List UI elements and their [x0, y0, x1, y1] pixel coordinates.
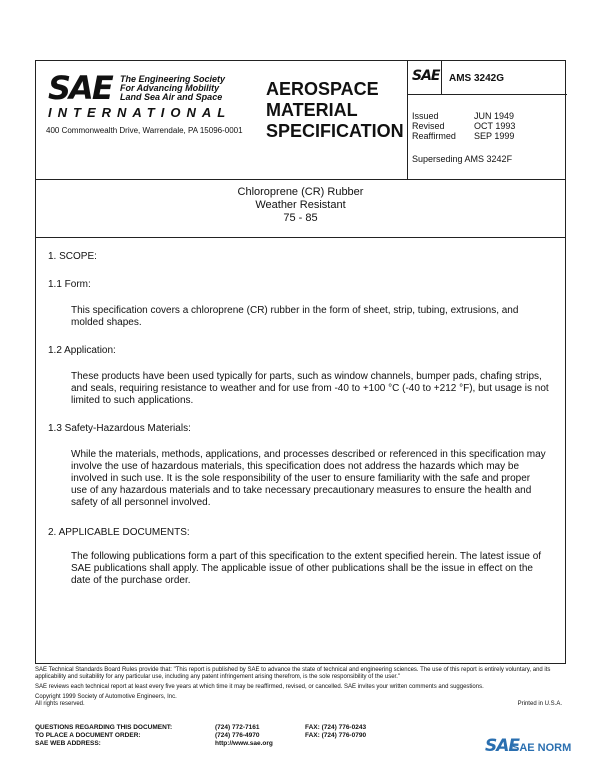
doc-type-title: AEROSPACE MATERIAL SPECIFICATION [266, 79, 404, 141]
contact-row: QUESTIONS REGARDING THIS DOCUMENT: (724) 772-7161 FAX: (724) 776-0243 [35, 724, 367, 731]
section-1-3: 1.3 Safety-Hazardous Materials: [48, 423, 191, 434]
review-notice: SAE reviews each technical report at least every five years at which time it may be reaffirmed, revised, or cancelled. SAE invites your written comments and suggestions. [35, 684, 484, 690]
footer [35, 667, 566, 708]
contact-row: SAE WEB ADDRESS: http://www.sae.org [35, 740, 273, 747]
section-2: 2. APPLICABLE DOCUMENTS: [48, 527, 190, 538]
tsb-notice: SAE Technical Standards Board Rules provide that: "This report is published by SAE to advance the state of technical and engineering sciences. The use of this report is entirely voluntary, and its applicability and suitability for any particular use, including any patent infringement arising therefrom, is the sole responsibility of the user." [35, 667, 551, 680]
contact-row: TO PLACE A DOCUMENT ORDER: (724) 776-4970 FAX: (724) 776-0790 [35, 732, 367, 739]
ams-sae-logo: SAE [412, 68, 440, 84]
header-row [36, 61, 565, 180]
section-2-text: The following publications form a part of this specification to the extent specified herein. The latest issue of SAE publications shall apply. The applicable issue of other publications shall be the issue in effect on the date of the purchase order. [71, 551, 542, 586]
superseding: Superseding AMS 3242F [412, 154, 513, 164]
international-label: INTERNATIONAL [48, 105, 232, 120]
section-1-2: 1.2 Application: [48, 345, 116, 356]
address: 400 Commonwealth Drive, Warrendale, PA 15096-0001 [46, 126, 243, 135]
section-1-3-text: While the materials, methods, applications, and processes described or referenced in this specification may involve the use of hazardous materials, this specification does not address the hazards which may be involved in such use. It is the sole responsibility of the user to ensure familiarity with the safe and proper use of any hazardous materials and to take necessary precautionary measures to ensure the health and safety of all personnel involved. [71, 449, 546, 508]
sae-norm-text: SAE NORM [512, 742, 572, 754]
section-1: 1. SCOPE: [48, 251, 97, 262]
ams-number: AMS 3242G [449, 73, 505, 84]
section-1-1-text: This specification covers a chloroprene (CR) rubber in the form of sheet, strip, tubing, extrusions, and molded shapes. [71, 305, 519, 328]
document-frame [35, 60, 566, 664]
dates-block: Issued JUN 1949 Revised OCT 1993 Reaffirmed SEP 1999 [412, 111, 516, 141]
printed: Printed in U.S.A. [517, 701, 562, 707]
section-1-1: 1.1 Form: [48, 279, 91, 290]
copyright: Copyright 1999 Society of Automotive Engineers, Inc. [35, 694, 177, 700]
subject-title: Chloroprene (CR) Rubber Weather Resistant 75 - 85 [237, 186, 364, 224]
contact-table [35, 724, 376, 748]
section-1-2-text: These products have been used typically for parts, such as window channels, bumper pads, chafing strips, and seals, requiring resistance to weather and for use from -40 to +100 °C (-40 to +212 °F), but usage is not limited to such applications. [71, 371, 549, 406]
sae-norm-logo: SAE [485, 736, 520, 756]
rights: All rights reserved. [35, 701, 85, 707]
society-text: The Engineering Society For Advancing Mobility Land Sea Air and Space [120, 74, 226, 102]
sae-logo: SAE [48, 69, 112, 107]
